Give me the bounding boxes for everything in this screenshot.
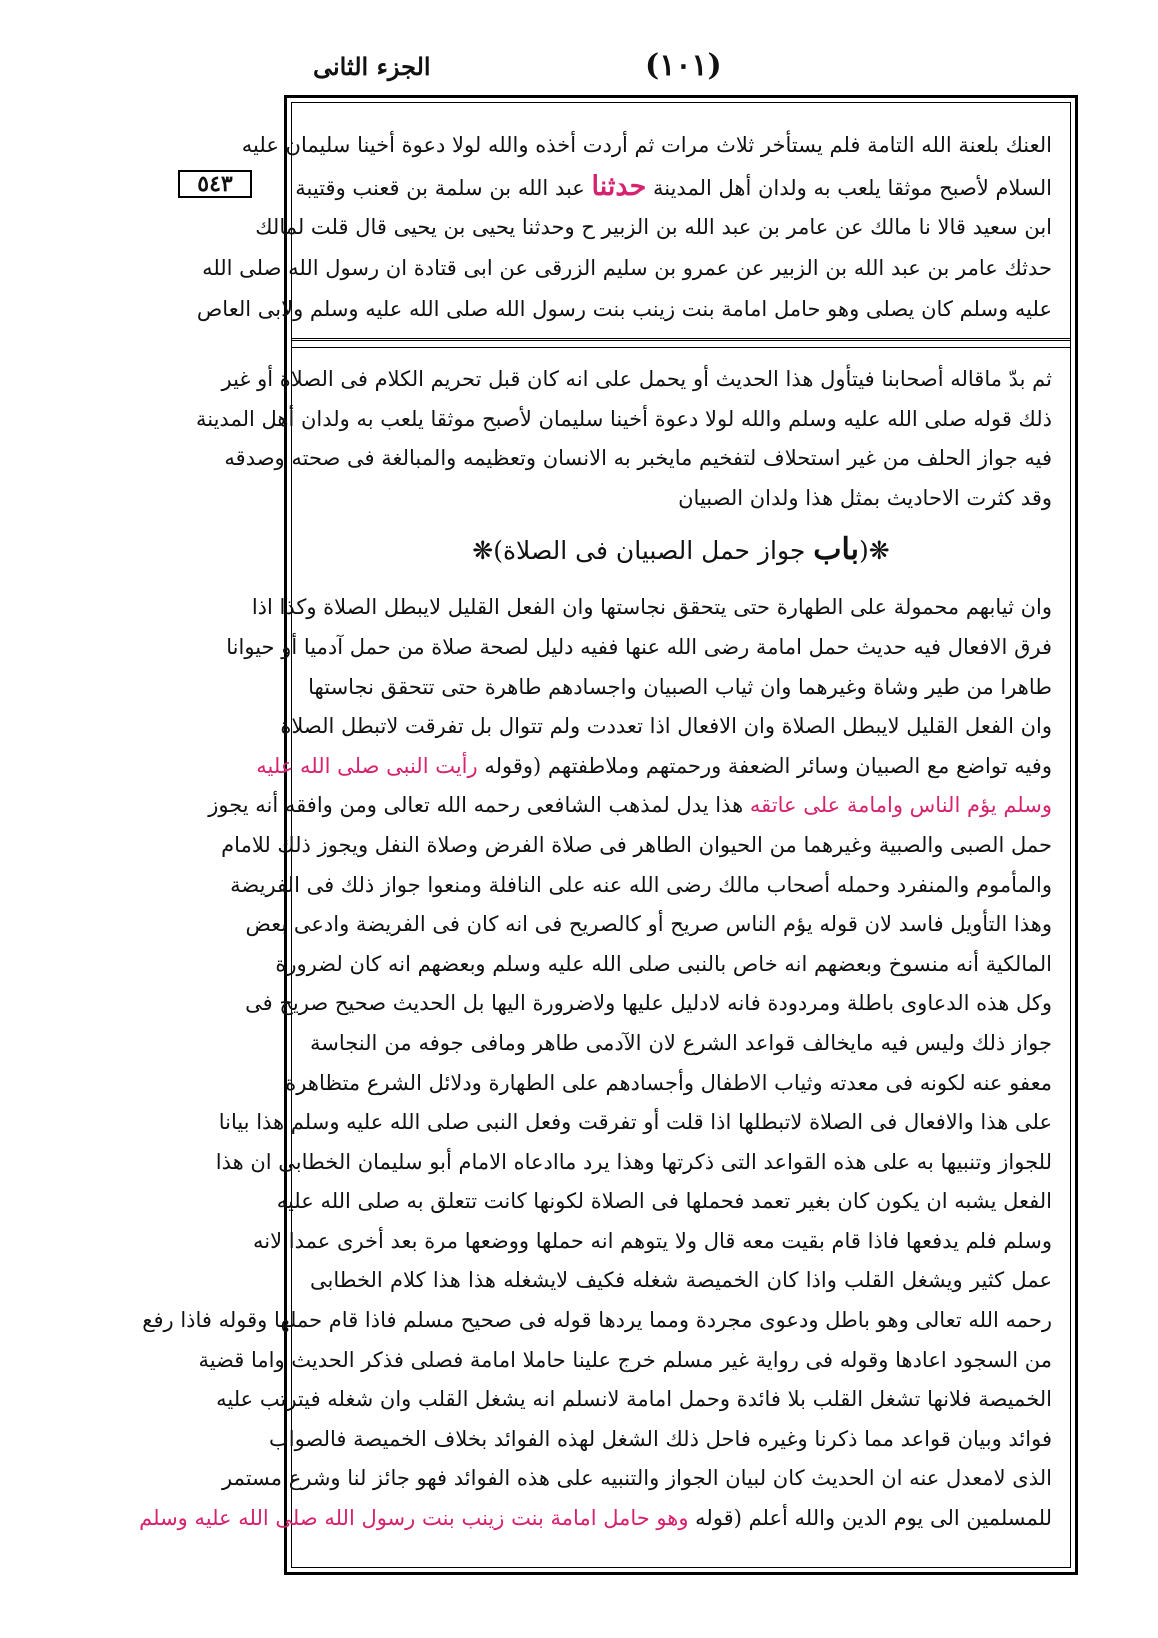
- chapter-heading: [310, 524, 1052, 576]
- sharh-line: وان ثيابهم محمولة على الطهارة حتى يتحقق نجاستها وان الفعل القليل لايبطل الصلاة وكذا اذا: [251, 595, 1052, 620]
- sharh-line: طاهرا من طير وشاة وغيرهما وان ثياب الصبيان واجسادهم طاهرة حتى تتحقق نجاستها: [308, 674, 1052, 699]
- matn-line: حدثك عامر بن عبد الله بن الزبير عن عمرو بن سليم الزرقى عن ابى قتادة ان رسول الله صلى الله: [202, 256, 1052, 280]
- matn-line: عليه وسلم كان يصلى وهو حامل امامة بنت زينب بنت رسول الله صلى الله عليه وسلم ولابى العاص: [196, 297, 1052, 321]
- star-ornament-icon: ❋: [868, 536, 890, 566]
- volume-label: الجزء الثانى: [313, 52, 431, 81]
- sharh-line: وهذا التأويل فاسد لان قوله يؤم الناس صريح أو كالصريح فى انه كان فى الفريضة وادعى بعض: [245, 912, 1052, 937]
- sharh-line: من السجود اعادها وقوله فى رواية غير مسلم خرج علينا حاملا امامة فصلى فذكر الحديث واما قضية: [198, 1347, 1052, 1372]
- sharh-line-text: وفيه تواضع مع الصبيان وسائر الضعفة ورحمتهم وملاطفتهم (وقوله: [484, 753, 1052, 778]
- haddathana-marker: حدثنا: [591, 171, 647, 202]
- matn-line-text: السلام لأصبح موثقا يلعب به ولدان أهل المدينة: [652, 176, 1052, 200]
- sharh-line: [139, 1499, 1052, 1539]
- page-number: (١٠١): [645, 48, 722, 83]
- sharh-line: [256, 747, 1052, 787]
- sharh-line: فرق الافعال فيه حديث حمل امامة رضى الله عنها ففيه دليل لصحة صلاة من حمل آدميا أو حيوانا: [226, 634, 1052, 659]
- sharh-line: ثم بدّ ماقاله أصحابنا فيتأول هذا الحديث أو يحمل على انه كان قبل تحريم الكلام فى الصلاة أو غير: [221, 367, 1052, 391]
- sharh-line: الخميصة فلانها تشغل القلب بلا فائدة وحمل امامة لانسلم انه يشغل القلب وان شغله فيترتب عليه: [216, 1387, 1052, 1412]
- matn-line-text: عبد الله بن سلمة بن قعنب وقتيبة: [295, 176, 585, 200]
- sharh-line: عمل كثير ويشغل القلب واذا كان الخميصة شغله فكيف لايشغله هذا هذا كلام الخطابى: [310, 1268, 1052, 1293]
- sharh-line: على هذا والافعال فى الصلاة لاتبطلها اذا قلت أو تفرقت وفعل النبى صلى الله عليه وسلم هذا بيانا: [218, 1110, 1052, 1135]
- quoted-matn-highlight: وهو حامل امامة بنت زينب بنت رسول الله صلى الله عليه وسلم: [139, 1506, 689, 1531]
- sharh-line: الذى لامعدل عنه ان الحديث كان لبيان الجواز والتنبيه على هذه الفوائد فهو جائز لنا وشرع مستمر: [221, 1466, 1052, 1491]
- sharh-line: للجواز وتنبيها به على هذه القواعد التى ذكرتها وهذا يرد ماادعاه الامام أبو سليمان الخطابى ان هذا: [215, 1149, 1052, 1174]
- sharh-line: جواز ذلك وليس فيه مايخالف قواعد الشرع لان الآدمى طاهر ومافى جوفه من النجاسة: [310, 1030, 1052, 1055]
- sharh-line: [208, 786, 1052, 826]
- sharh-line: المالكية أنه منسوخ وبعضهم انه خاص بالنبى صلى الله عليه وسلم وبعضهم انه كان لضرورة: [275, 951, 1052, 976]
- sharh-line: الفعل يشبه ان يكون كان بغير تعمد فحملها فى الصلاة لكونها كانت تتعلق به صلى الله عليه: [276, 1189, 1052, 1214]
- quoted-matn-highlight: وسلم يؤم الناس وامامة على عاتقه: [749, 793, 1052, 818]
- chapter-word: باب: [813, 532, 860, 568]
- sharh-line: وسلم فلم يدفعها فاذا قام بقيت معه قال ولا يتوهم انه حملها ووضعها مرة بعد أخرى عمدا لانه: [253, 1228, 1052, 1253]
- sharh-line-text: هذا يدل لمذهب الشافعى رحمه الله تعالى ومن وافقه أنه يجوز: [208, 793, 744, 818]
- sharh-line: وكل هذه الدعاوى باطلة ومردودة فانه لادليل عليها ولاضرورة اليها بل الحديث صحيح صريح فى: [245, 991, 1052, 1016]
- sharh-line: حمل الصبى والصبية وغيرهما من الحيوان الطاهر فى صلاة الفرض وصلاة النفل ويجوز ذلك للامام: [221, 832, 1052, 857]
- matn-line: [295, 166, 1052, 207]
- chapter-title: جواز حمل الصبيان فى الصلاة): [493, 536, 806, 566]
- page-header: [285, 48, 1080, 92]
- sharh-line: وقد كثرت الاحاديث بمثل هذا ولدان الصبيان: [678, 485, 1052, 510]
- star-ornament-icon: ❋: [472, 536, 494, 566]
- sharh-line-text: للمسلمين الى يوم الدين والله أعلم (قوله: [695, 1506, 1052, 1531]
- sharh-line: والمأموم والمنفرد وحمله أصحاب مالك رضى الله عنه على النافلة ومنعوا جواز ذلك فى الفريضة: [230, 872, 1052, 897]
- chapter-open-paren: (: [859, 536, 869, 566]
- sharh-section: [139, 347, 1070, 1567]
- sharh-line: ذلك قوله صلى الله عليه وسلم والله لولا دعوة أخينا سليمان لأصبح موثقا يلعب به ولدان أهل المدينة: [195, 406, 1052, 431]
- quoted-matn-highlight: رأيت النبى صلى الله عليه: [256, 753, 478, 778]
- sharh-line: معفو عنه لكونه فى معدته وثياب الاطفال وأجسادهم على الطهارة ودلائل الشرع متظاهرة: [285, 1070, 1052, 1095]
- matn-line: ابن سعيد قالا نا مالك عن عامر بن عبد الله بن الزبير ح وحدثنا يحيى بن يحيى قال قلت لمالك: [255, 215, 1052, 239]
- sharh-line: فيه جواز الحلف من غير استحلاف لتفخيم مايخبر به الانسان وتعظيمه والمبالغة فى صحته وصدقه: [224, 446, 1052, 471]
- sharh-line: فوائد وبيان قواعد مما ذكرنا وغيره فاحل ذلك الشغل لهذه الفوائد بخلاف الخميصة فالصواب: [268, 1426, 1052, 1451]
- hadith-number-badge: ٥٤٣: [178, 170, 252, 198]
- matn-line: العنك بلعنة الله التامة فلم يستأخر ثلاث مرات ثم أردت أخذه والله لولا دعوة أخينا سليمان عليه: [241, 133, 1052, 157]
- sharh-line: وان الفعل القليل لايبطل الصلاة وان الافعال اذا تعددت ولم تتوال بل تفرقت لاتبطل الصلاة: [280, 714, 1052, 739]
- sharh-line: رحمه الله تعالى وهو باطل ودعوى مجردة ومما يردها قوله فى صحيح مسلم فاذا قام حملها وقوله فاذا رفع: [142, 1308, 1052, 1333]
